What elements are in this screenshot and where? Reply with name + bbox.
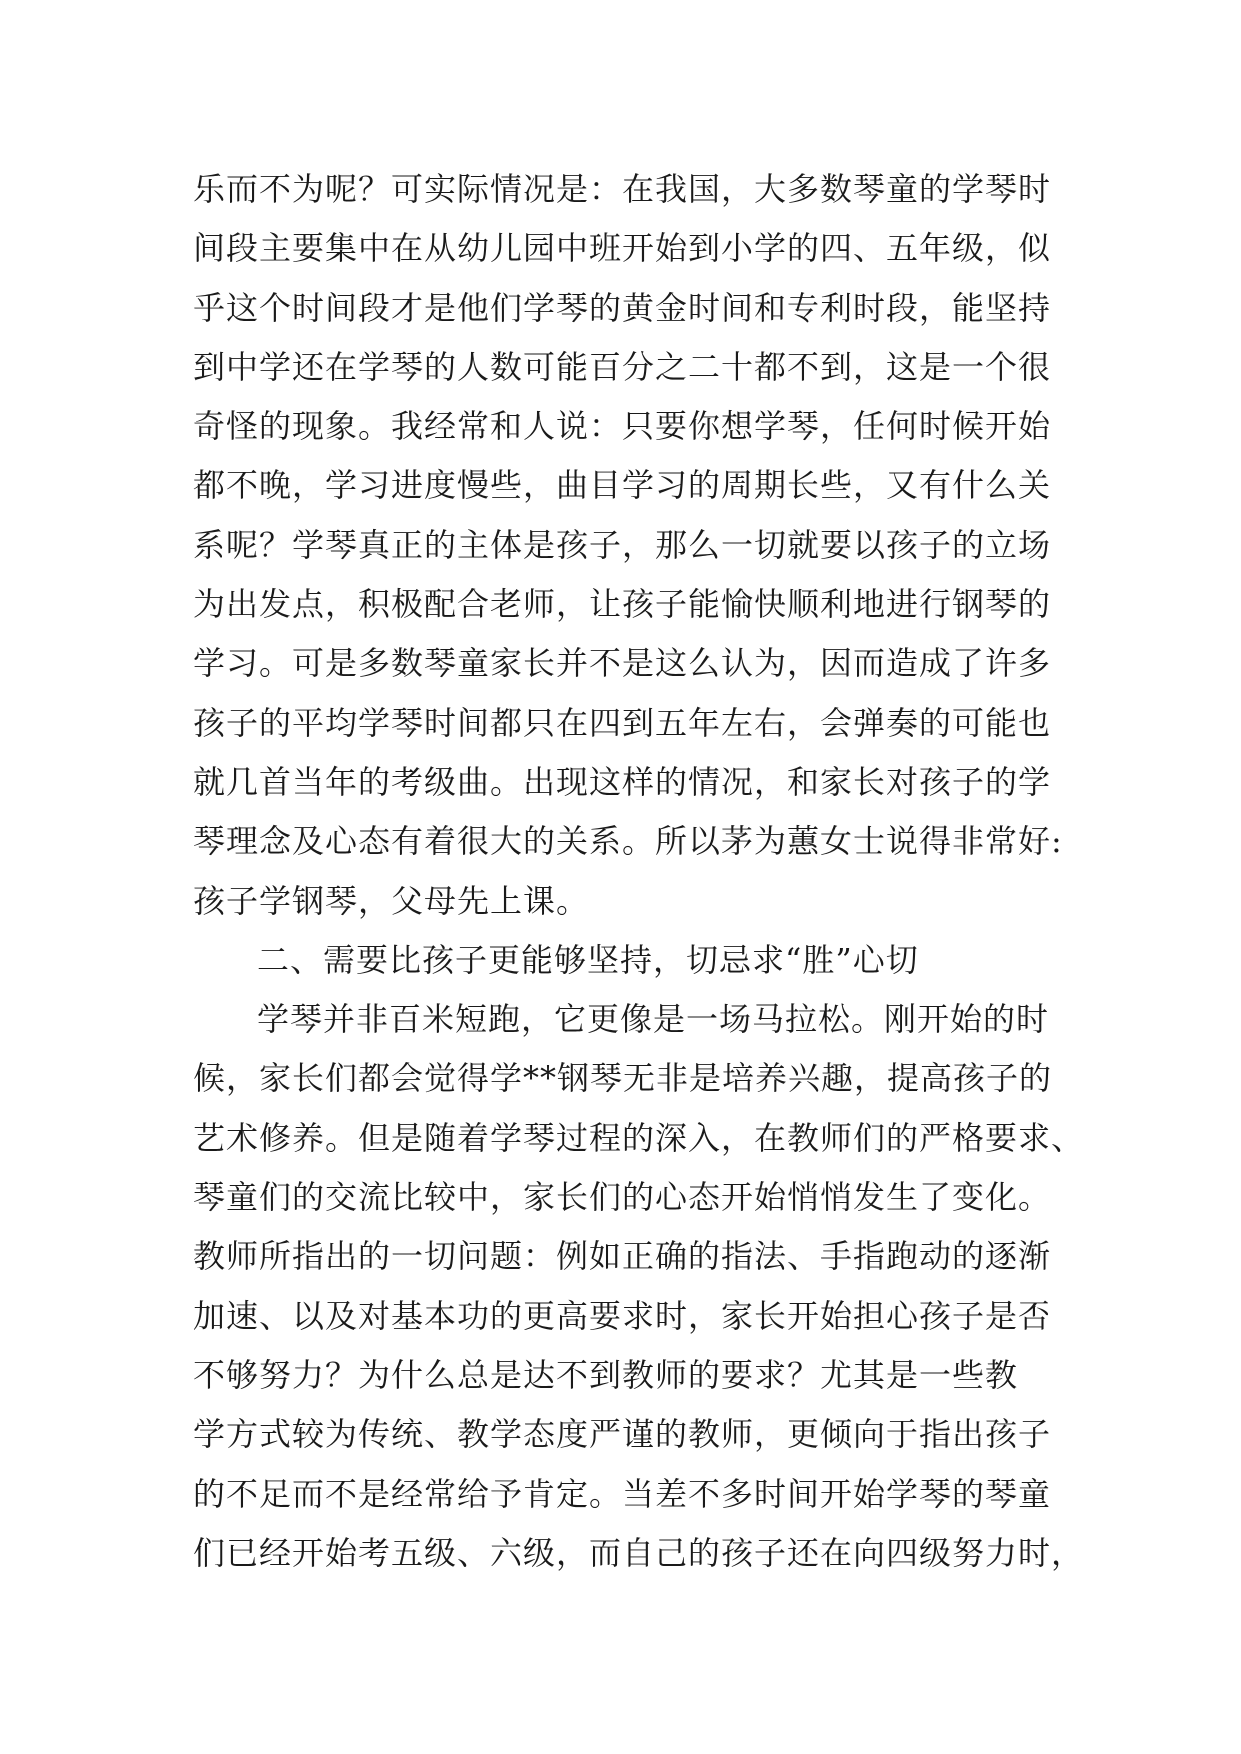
text-line: 系呢？学琴真正的主体是孩子，那么一切就要以孩子的立场	[193, 525, 1052, 564]
text-line: 教师所指出的一切问题：例如正确的指法、手指跑动的逐渐	[193, 1237, 1052, 1276]
text-line: 乐而不为呢？可实际情况是：在我国，大多数琴童的学琴时	[193, 170, 1052, 208]
text-line: 间段主要集中在从幼儿园中班开始到小学的四、五年级，似	[193, 229, 1052, 268]
text-line: 孩子学钢琴，父母先上课。	[193, 881, 590, 920]
text-line: 到中学还在学琴的人数可能百分之二十都不到，这是一个很	[193, 347, 1052, 386]
paragraph-start-line: 学琴并非百米短跑，它更像是一场马拉松。刚开始的时	[257, 1000, 1050, 1039]
body-text	[193, 160, 1085, 1583]
text-line: 都不晚，学习进度慢些，曲目学习的周期长些，又有什么关	[193, 466, 1052, 505]
text-line: 候，家长们都会觉得学**钢琴无非是培养兴趣，提高孩子的	[193, 1059, 1053, 1098]
text-line: 们已经开始考五级、六级，而自己的孩子还在向四级努力时，	[193, 1533, 1085, 1572]
text-line: 加速、以及对基本功的更高要求时，家长开始担心孩子是否	[193, 1296, 1052, 1335]
text-line: 奇怪的现象。我经常和人说：只要你想学琴，任何时候开始	[193, 407, 1052, 446]
text-line: 学习。可是多数琴童家长并不是这么认为，因而造成了许多	[193, 644, 1052, 683]
text-line: 的不足而不是经常给予肯定。当差不多时间开始学琴的琴童	[193, 1474, 1052, 1513]
section-heading: 二、需要比孩子更能够坚持，切忌求“胜”心切	[257, 940, 919, 979]
text-line: 琴理念及心态有着很大的关系。所以茅为蕙女士说得非常好:	[193, 822, 1063, 861]
text-line: 就几首当年的考级曲。出现这样的情况，和家长对孩子的学	[193, 762, 1052, 801]
text-line: 为出发点，积极配合老师，让孩子能愉快顺利地进行钢琴的	[193, 585, 1052, 624]
text-line: 艺术修养。但是随着学琴过程的深入，在教师们的严格要求、	[193, 1118, 1085, 1157]
text-line: 学方式较为传统、教学态度严谨的教师，更倾向于指出孩子	[193, 1415, 1052, 1454]
text-line: 孩子的平均学琴时间都只在四到五年左右，会弹奏的可能也	[193, 703, 1052, 742]
text-line: 不够努力？为什么总是达不到教师的要求？尤其是一些教	[193, 1355, 1019, 1394]
text-line: 琴童们的交流比较中，家长们的心态开始悄悄发生了变化。	[193, 1178, 1052, 1217]
text-line: 乎这个时间段才是他们学琴的黄金时间和专利时段，能坚持	[193, 288, 1052, 327]
